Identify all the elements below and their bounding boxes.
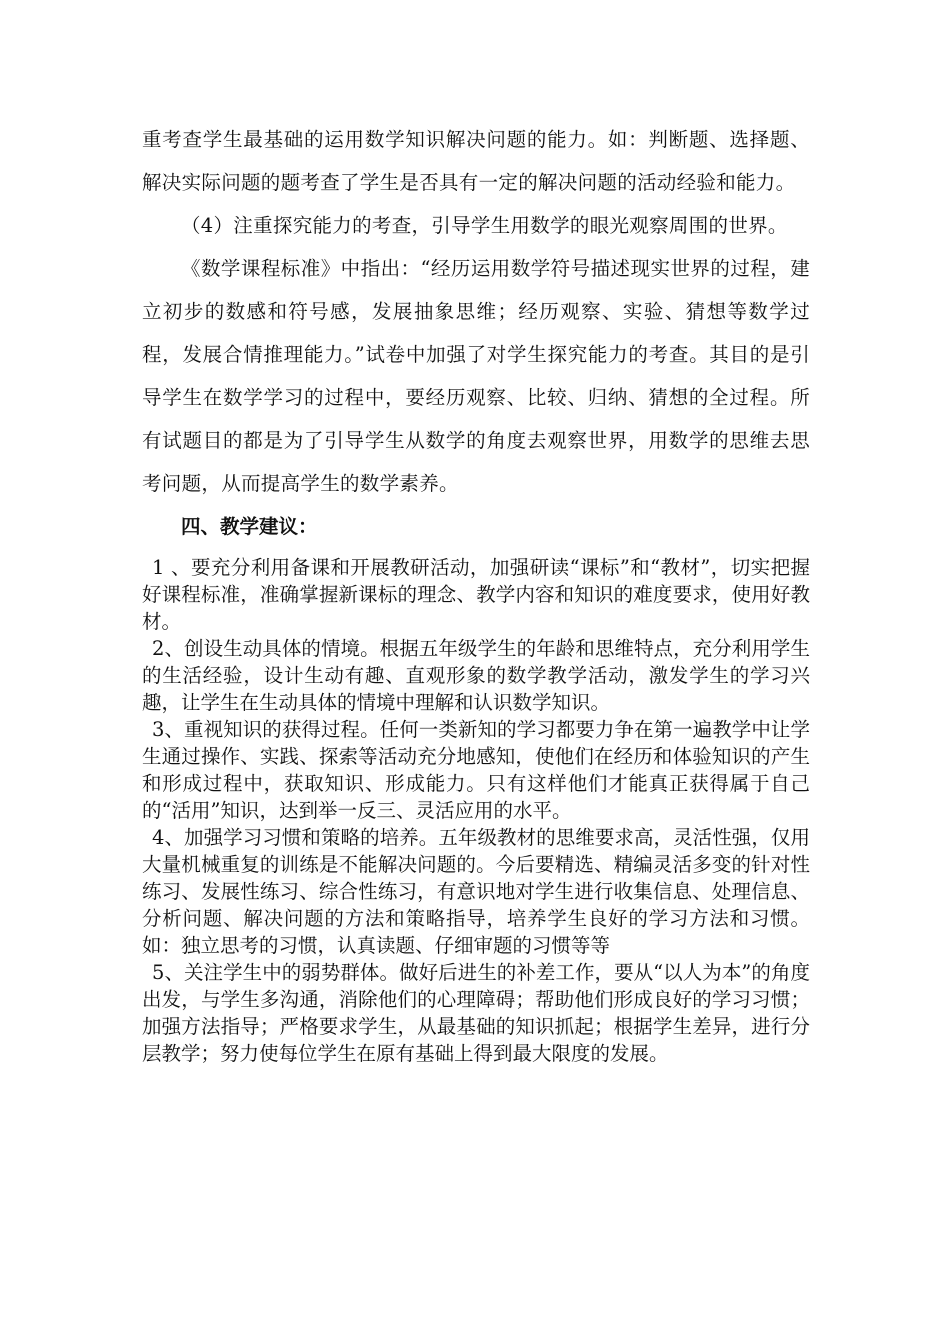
section-heading: 四、教学建议： — [181, 515, 318, 538]
document-page — [142, 118, 810, 1067]
paragraph-continued: 重考查学生最基础的运用数学知识解决问题的能力。如：判断题、选择题、解决实际问题的题考查了学生是否具有一定的解决问题的活动经验和能力。 — [142, 128, 810, 194]
suggestion-item-3: 3、重视知识的获得过程。任何一类新知的学习都要力争在第一遍教学中让学生通过操作、实践、探索等活动充分地感知，使他们在经历和体验知识的产生和形成过程中，获取知识、形成能力。只有这样他们才能真正获得属于自己的“活用”知识，达到举一反三、灵活应用的水平。 — [142, 718, 810, 822]
suggestion-item-1: 1 、要充分利用备课和开展教研活动，加强研读“课标”和“教材”，切实把握好课程标准，准确掌握新课标的理念、教学内容和知识的难度要求，使用好教材。 — [142, 556, 810, 633]
paragraph-curriculum-standard: 《数学课程标准》中指出：“经历运用数学符号描述现实世界的过程，建立初步的数感和符号感，发展抽象思维；经历观察、实验、猜想等数学过程，发展合情推理能力。”试卷中加强了对学生探究能力的考查。其目的是引导学生在数学学习的过程中，要经历观察、比较、归纳、猜想的全过程。所有试题目的都是为了引导学生从数学的角度去观察世界，用数学的思维去思考问题，从而提高学生的数学素养。 — [142, 257, 810, 495]
suggestion-item-2: 2、创设生动具体的情境。根据五年级学生的年龄和思维特点，充分利用学生的生活经验，设计生动有趣、直观形象的数学教学活动，激发学生的学习兴趣，让学生在生动具体的情境中理解和认识数学知识。 — [142, 637, 810, 714]
paragraph-subheading-4: （4）注重探究能力的考查，引导学生用数学的眼光观察周围的世界。 — [181, 214, 788, 237]
suggestion-item-4: 4、加强学习习惯和策略的培养。五年级教材的思维要求高，灵活性强，仅用大量机械重复的训练是不能解决问题的。今后要精选、精编灵活多变的针对性练习、发展性练习、综合性练习，有意识地对学生进行收集信息、处理信息、分析问题、解决问题的方法和策略指导，培养学生良好的学习方法和习惯。如：独立思考的习惯，认真读题、仔细审题的习惯等等 — [142, 826, 810, 957]
suggestion-list — [142, 554, 810, 1067]
suggestion-item-5: 5、关注学生中的弱势群体。做好后进生的补差工作，要从“以人为本”的角度出发，与学生多沟通，消除他们的心理障碍；帮助他们形成良好的学习习惯；加强方法指导；严格要求学生，从最基础的知识抓起；根据学生差异，进行分层教学；努力使每位学生在原有基础上得到最大限度的发展。 — [142, 961, 810, 1065]
